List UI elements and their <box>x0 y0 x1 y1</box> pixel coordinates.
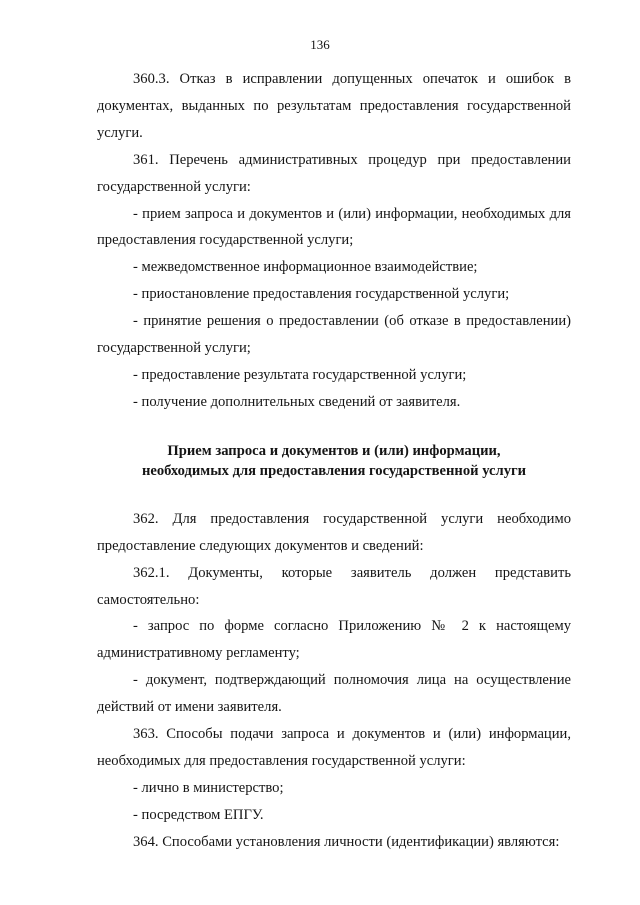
paragraph-364: 364. Способами установления личности (идентификации) являются: <box>133 833 560 850</box>
paragraph-362: 362. Для предоставления государственной услуги необходимо предоставление следующих документов и сведений: <box>97 510 571 554</box>
list-item-procedure-5: - предоставление результата государственной услуги; <box>133 366 467 383</box>
list-item-document-2: - документ, подтверждающий полномочия лица на осуществление действий от имени заявителя. <box>97 672 571 716</box>
section-heading-line-2: необходимых для предоставления государственной услуги <box>141 462 527 479</box>
list-item-method-2: - посредством ЕПГУ. <box>133 806 264 823</box>
paragraph-362-1: 362.1. Документы, которые заявитель должен представить самостоятельно: <box>97 564 571 608</box>
paragraph-363: 363. Способы подачи запроса и документов и (или) информации, необходимых для предоставления государственной услуги: <box>97 726 571 769</box>
list-item-document-1: - запрос по форме согласно Приложению № 2 к настоящему административному регламенту; <box>97 618 571 662</box>
page-number: 136 <box>310 37 330 52</box>
document-body <box>97 66 571 856</box>
list-item-procedure-3: - приостановление предоставления государственной услуги; <box>133 286 510 303</box>
list-item-procedure-2: - межведомственное информационное взаимодействие; <box>133 259 478 276</box>
list-item-procedure-4: - принятие решения о предоставлении (об отказе в предоставлении) государственной услуги; <box>97 313 571 357</box>
paragraph-361: 361. Перечень административных процедур при предоставлении государственной услуги: <box>97 151 571 195</box>
section-heading-line-1: Прием запроса и документов и (или) информации, <box>167 442 501 459</box>
paragraph-360-3: 360.3. Отказ в исправлении допущенных опечаток и ошибок в документах, выданных по результатам предоставления государственной услуги. <box>97 71 571 141</box>
list-item-method-1: - лично в министерство; <box>133 779 284 796</box>
list-item-procedure-1: - прием запроса и документов и (или) информации, необходимых для предоставления государственной услуги; <box>97 205 571 249</box>
list-item-procedure-6: - получение дополнительных сведений от заявителя. <box>133 393 461 410</box>
section-heading <box>97 441 571 481</box>
